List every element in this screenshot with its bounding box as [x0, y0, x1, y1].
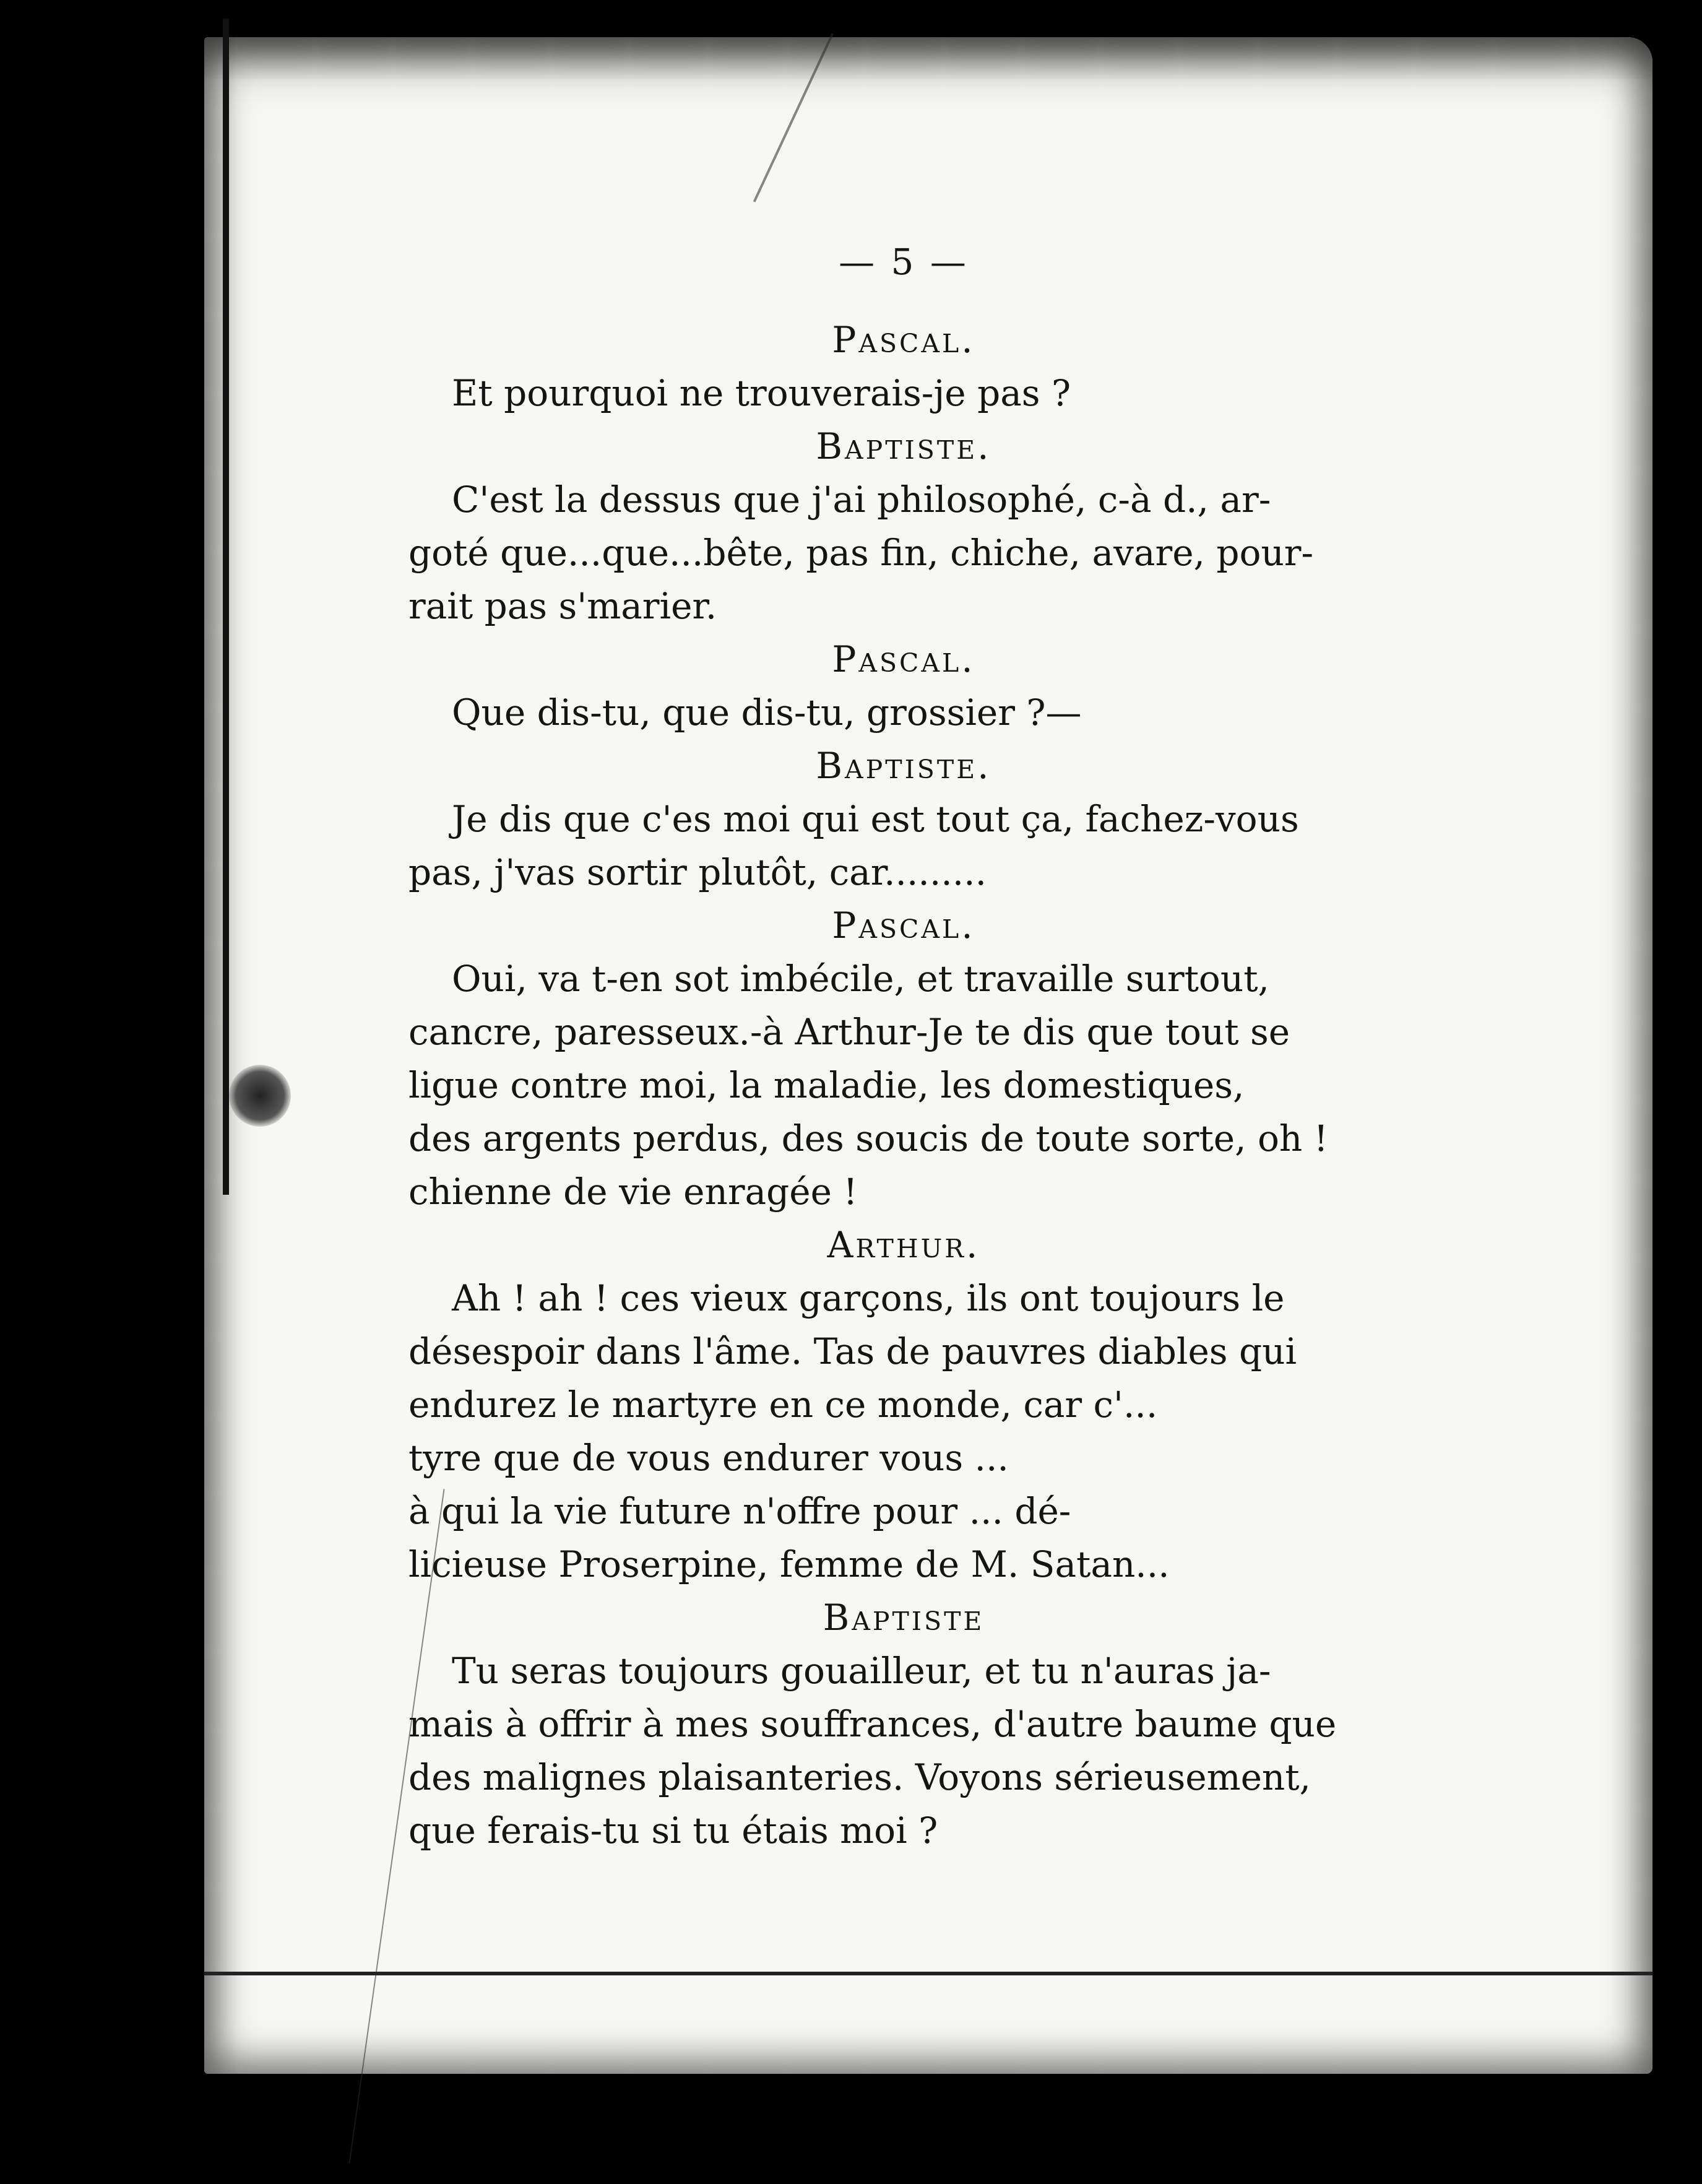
text-line: Et pourquoi ne trouverais-je pas ? — [452, 372, 1071, 414]
page-number: — 5 — — [839, 241, 969, 283]
text-line: ligue contre moi, la maladie, les domestiques, — [408, 1064, 1245, 1106]
dialogue-block — [408, 1218, 1399, 1591]
speaker-name: Pascal. — [832, 904, 975, 947]
text-line: Que dis-tu, que dis-tu, grossier ?— — [452, 691, 1082, 734]
speaker-name: Pascal. — [832, 319, 975, 361]
dialogue-block — [408, 899, 1399, 1218]
text-line: mais à offrir à mes souffrances, d'autre baume que — [408, 1703, 1337, 1745]
dialogue-block — [408, 420, 1399, 633]
speaker-name: Baptiste — [823, 1597, 985, 1639]
text-line: chienne de vie enragée ! — [408, 1171, 858, 1213]
text-line: pas, j'vas sortir plutôt, car......... — [408, 851, 987, 893]
text-line: endurez le martyre en ce monde, car c'... — [408, 1384, 1158, 1426]
text-line: Ah ! ah ! ces vieux garçons, ils ont toujours le — [452, 1277, 1285, 1319]
dialogue-block — [408, 633, 1399, 739]
text-line: des malignes plaisanteries. Voyons sérieusement, — [408, 1756, 1311, 1798]
dialogue-block — [408, 739, 1399, 899]
text-line: Oui, va t-en sot imbécile, et travaille surtout, — [452, 958, 1269, 1000]
text-line: désespoir dans l'âme. Tas de pauvres diables qui — [408, 1330, 1297, 1372]
text-line: Tu seras toujours gouailleur, et tu n'auras ja- — [452, 1650, 1271, 1692]
text-line: licieuse Proserpine, femme de M. Satan... — [408, 1543, 1170, 1585]
speaker-name: Pascal. — [832, 638, 975, 680]
text-line: goté que...que...bête, pas fin, chiche, avare, pour- — [408, 532, 1314, 574]
text-line: rait pas s'marier. — [408, 585, 717, 627]
speaker-name: Baptiste. — [816, 425, 991, 467]
dialogue-block — [408, 313, 1399, 420]
bottom-border-rule — [204, 1972, 1652, 1975]
play-text — [408, 235, 1399, 1857]
text-line: à qui la vie future n'offre pour ... dé- — [408, 1490, 1071, 1532]
text-line: C'est la dessus que j'ai philosophé, c-à d., ar- — [452, 479, 1271, 521]
speaker-name: Arthur. — [827, 1224, 980, 1266]
ink-blot — [229, 1065, 291, 1127]
speaker-name: Baptiste. — [816, 745, 991, 787]
text-line: cancre, paresseux.-à Arthur-Je te dis que tout se — [408, 1011, 1290, 1053]
text-line: tyre que de vous endurer vous ... — [408, 1437, 1009, 1479]
text-line: que ferais-tu si tu étais moi ? — [408, 1809, 938, 1852]
binding-edge — [223, 19, 229, 1195]
dialogue-block — [408, 1591, 1399, 1857]
text-line: des argents perdus, des soucis de toute sorte, oh ! — [408, 1117, 1328, 1159]
text-line: Je dis que c'es moi qui est tout ça, fachez-vous — [452, 798, 1299, 840]
